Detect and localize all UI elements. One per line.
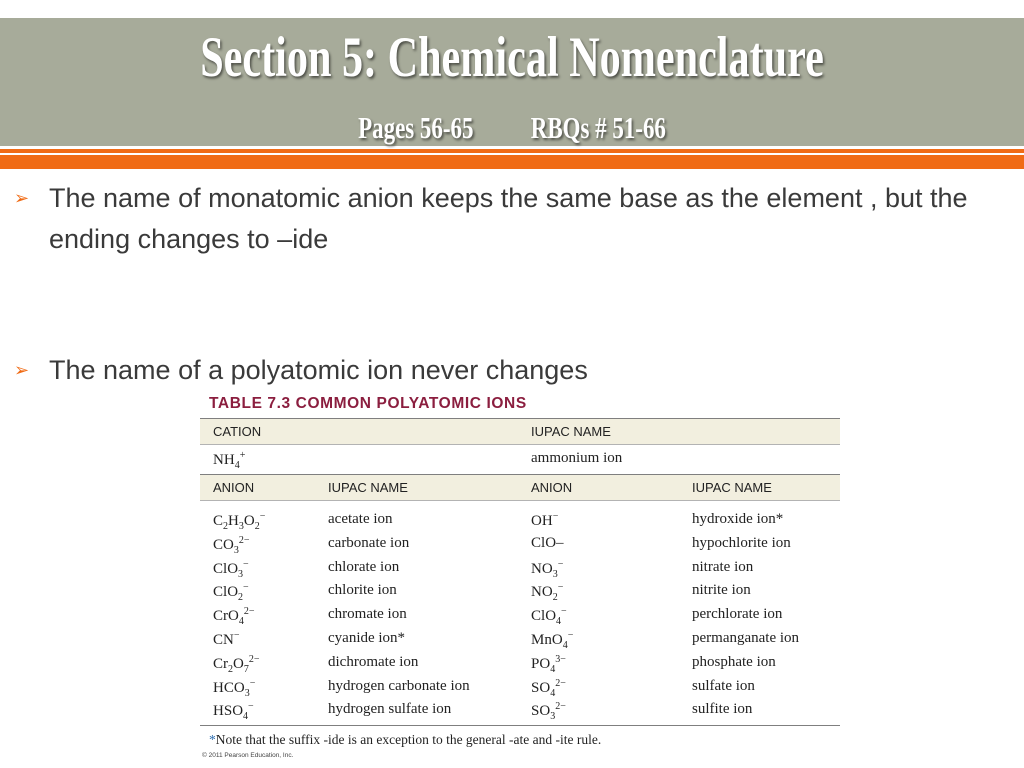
anion-rows <box>200 501 840 726</box>
column-header: CATION <box>213 424 262 439</box>
polyatomic-ions-table <box>200 392 840 759</box>
table-row <box>200 678 840 702</box>
ion-name: sulfate ion <box>692 677 755 694</box>
bullet-arrow-icon: ➢ <box>14 360 30 380</box>
ion-formula: $NO_3^-$ <box>531 558 564 580</box>
ion-formula: ClO– <box>531 534 564 551</box>
bullet-item <box>14 178 1004 260</box>
table-title: TABLE 7.3 COMMON POLYATOMIC IONS <box>209 395 527 412</box>
ion-formula: $NO_2^-$ <box>531 582 564 604</box>
table-row <box>200 701 840 725</box>
ion-name: permanganate ion <box>692 630 800 646</box>
column-header: ANION <box>213 480 255 495</box>
table-row <box>200 654 840 678</box>
ion-formula: ClO$_4$− <box>531 606 567 628</box>
ion-formula: $C_2H_3O_2^-$ <box>213 511 266 532</box>
ion-name: chromate ion <box>328 606 407 623</box>
bullet-arrow-icon: ➢ <box>14 188 30 208</box>
slide-subtitle: Pages 56-65 RBQs # 51-66 <box>358 110 666 145</box>
ion-name: nitrite ion <box>692 582 751 599</box>
ion-formula: $HSO_4^-$ <box>213 701 254 723</box>
ion-name: hypochlorite ion <box>692 534 791 551</box>
table-footnote <box>200 732 840 748</box>
copyright-text: © 2011 Pearson Education, Inc. <box>202 752 294 759</box>
footnote-star: * <box>209 732 216 747</box>
accent-divider-thick <box>0 155 1024 169</box>
column-header: IUPAC NAME <box>692 480 772 495</box>
ion-formula: CN− <box>213 630 240 648</box>
table-row <box>200 511 840 535</box>
ion-name: phosphate ion <box>692 653 776 670</box>
slide-title: Section 5: Chemical Nomenclature <box>200 26 824 89</box>
ion-name: chlorite ion <box>328 582 397 599</box>
ion-name: perchlorate ion <box>692 606 783 623</box>
column-header: ANION <box>531 480 573 495</box>
bullet-text: The name of a polyatomic ion never changes <box>49 355 588 385</box>
ion-name: cyanide ion* <box>328 630 406 646</box>
ion-name: dichromate ion <box>328 653 419 670</box>
accent-divider-thin <box>0 149 1024 153</box>
ion-name: carbonate ion <box>328 534 410 551</box>
footnote-text: Note that the suffix -ide is an exception to the general -ate and -ite rule. <box>215 732 602 747</box>
ion-name: chlorate ion <box>328 558 400 575</box>
ion-name: nitrate ion <box>692 558 754 575</box>
ion-name: sulfite ion <box>692 701 753 718</box>
ion-formula: CrO$_4^{2-}$ <box>213 606 255 628</box>
ion-name: hydroxide ion* <box>692 511 784 527</box>
column-header: IUPAC NAME <box>531 424 611 439</box>
ion-formula: OH− <box>531 511 559 529</box>
ion-formula: ClO$_2$− <box>213 582 249 604</box>
table-row <box>200 535 840 559</box>
cation-header-row <box>200 418 840 445</box>
ion-name: hydrogen carbonate ion <box>328 677 470 694</box>
ion-formula: $SO_4^{2-}$ <box>531 677 566 699</box>
ion-formula: MnO$_4$− <box>531 630 574 651</box>
bullet-text: The name of monatomic anion keeps the same base as the element , but the ending changes to –ide <box>49 183 968 254</box>
table-row <box>200 606 840 630</box>
ion-formula: $PO_4^{3-}$ <box>531 653 566 675</box>
ion-formula: ClO$_3$− <box>213 558 249 580</box>
ion-name: hydrogen sulfate ion <box>328 701 452 718</box>
ion-name: ammonium ion <box>531 450 623 466</box>
ion-formula: $CO_3^{2-}$ <box>213 534 250 556</box>
bullet-item <box>14 350 1004 391</box>
anion-header-row <box>200 474 840 501</box>
table-row <box>200 630 840 654</box>
table-row <box>200 582 840 606</box>
ion-name: acetate ion <box>328 511 393 527</box>
ion-formula: $SO_3^{2-}$ <box>531 701 566 723</box>
ion-formula: $HCO_3^-$ <box>213 677 256 699</box>
cation-row <box>200 445 840 474</box>
table-row <box>200 559 840 583</box>
column-header: IUPAC NAME <box>328 480 408 495</box>
ion-formula: $NH_4^+$ <box>213 450 246 471</box>
ion-formula: $Cr_2O_7^{2-}$ <box>213 653 260 675</box>
